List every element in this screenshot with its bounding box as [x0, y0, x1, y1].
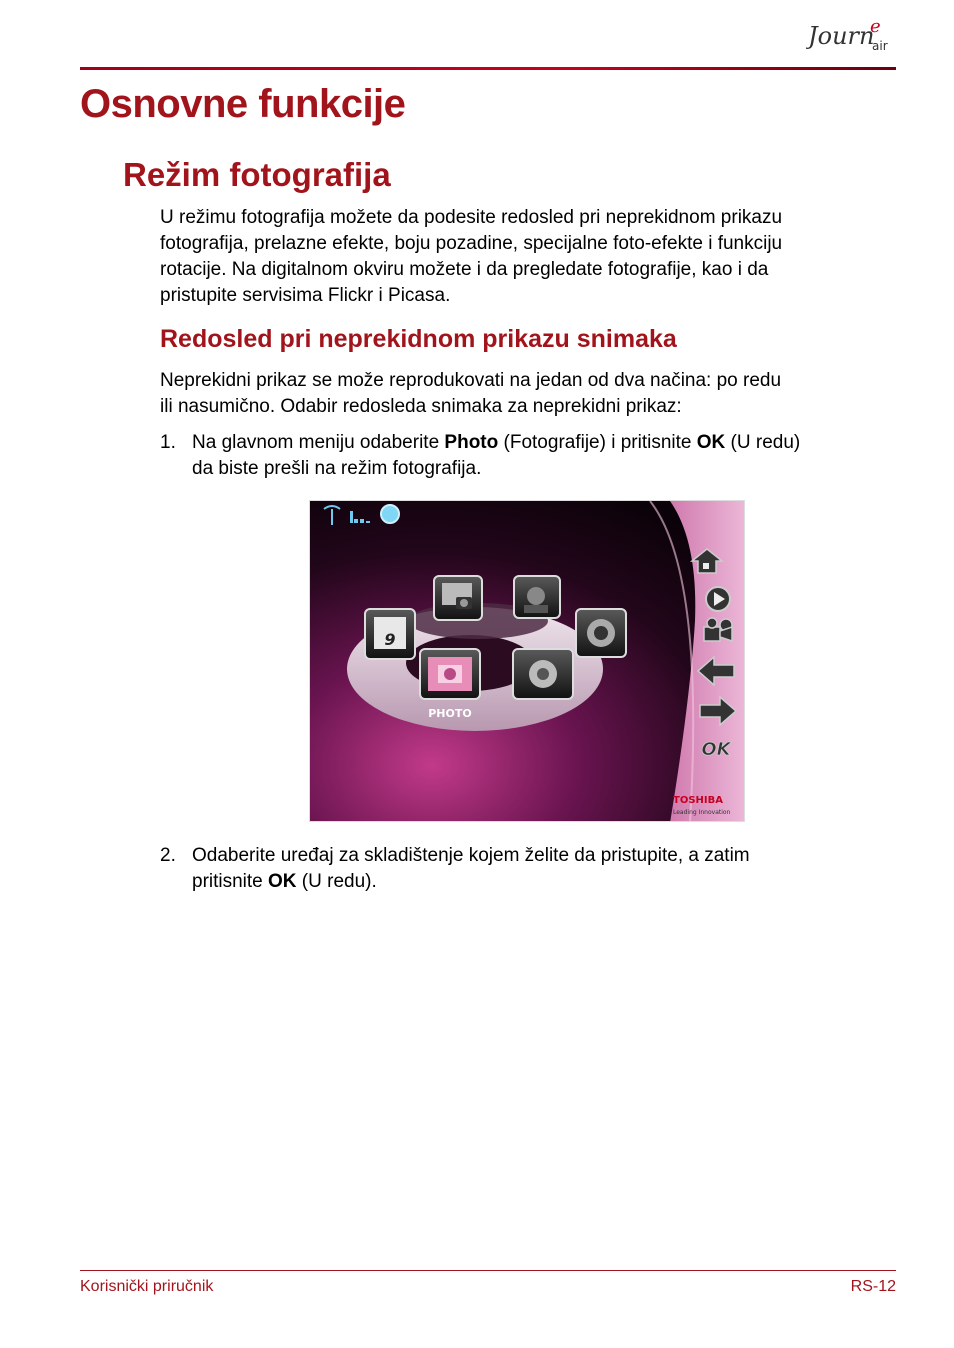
intro-line: fotografija, prelazne efekte, boju pozadine, specijalne foto-efekte i funkciju	[160, 233, 783, 254]
bluetooth-dot-icon	[381, 505, 399, 523]
step-line: da biste prešli na režim fotografija.	[192, 458, 482, 479]
step-text-part: (U redu).	[296, 871, 377, 892]
step-line	[192, 869, 750, 895]
brand-name: TOSHIBA	[673, 795, 723, 806]
subsection-title: Redosled pri neprekidnom prikazu snimaka	[160, 325, 677, 353]
subsection-line: Neprekidni prikaz se može reprodukovati na jedan od dva načina: po redu	[160, 370, 782, 391]
step-2	[160, 843, 900, 899]
photo-frame-screenshot	[309, 500, 745, 822]
step-bold-ok: OK	[696, 432, 726, 453]
footer-page-number: RS-12	[850, 1278, 896, 1295]
step-text-part: pritisnite	[192, 871, 269, 892]
menu-label: PHOTO	[428, 707, 472, 720]
page-title: Osnovne funkcije	[80, 82, 406, 126]
step-bold-photo: Photo	[444, 432, 499, 453]
settings-gear-icon[interactable]	[513, 649, 573, 699]
footer-rule	[80, 1270, 896, 1271]
ok-button[interactable]: OK	[701, 739, 731, 760]
step-line	[192, 430, 800, 456]
section-title: Režim fotografija	[123, 156, 391, 193]
intro-paragraph	[160, 205, 782, 309]
step-text	[192, 430, 800, 482]
calendar-icon[interactable]	[365, 609, 415, 659]
step-number: 2.	[160, 845, 176, 866]
step-text-part: (Fotografije) i pritisnite	[498, 432, 697, 453]
step-1	[160, 430, 900, 486]
step-text-part: Na glavnom meniju odaberite	[192, 432, 445, 453]
photos-camera-icon[interactable]	[434, 576, 482, 620]
logo-main-text: Journ	[808, 22, 875, 50]
journe-air-logo	[806, 14, 898, 66]
intro-line: U režimu fotografija možete da podesite redosled pri neprekidnom prikazu	[160, 207, 783, 228]
step-text-part: (U redu)	[725, 432, 801, 453]
subsection-paragraph	[160, 368, 781, 420]
step-text	[192, 843, 750, 895]
step-bold-ok: OK	[268, 871, 297, 892]
logo-sub-text: air	[872, 39, 888, 53]
intro-line: rotacije. Na digitalnom okviru možete i da pregledate fotografije, kao i da	[160, 259, 769, 280]
calendar-day: 9	[384, 630, 396, 649]
speaker-icon[interactable]	[576, 609, 626, 657]
brand-tagline: Leading Innovation	[673, 809, 731, 816]
header-rule	[80, 67, 896, 70]
play-icon[interactable]	[706, 587, 730, 611]
footer-manual-title: Korisnički priručnik	[80, 1278, 214, 1295]
intro-line: pristupite servisima Flickr i Picasa.	[160, 285, 451, 306]
music-video-icon[interactable]	[514, 576, 560, 618]
step-number: 1.	[160, 432, 176, 453]
logo-accent-text: e	[870, 16, 881, 37]
photo-icon[interactable]	[420, 649, 480, 699]
step-line: Odaberite uređaj za skladištenje kojem želite da pristupite, a zatim	[192, 845, 750, 866]
subsection-line: ili nasumično. Odabir redosleda snimaka za neprekidni prikaz:	[160, 396, 682, 417]
